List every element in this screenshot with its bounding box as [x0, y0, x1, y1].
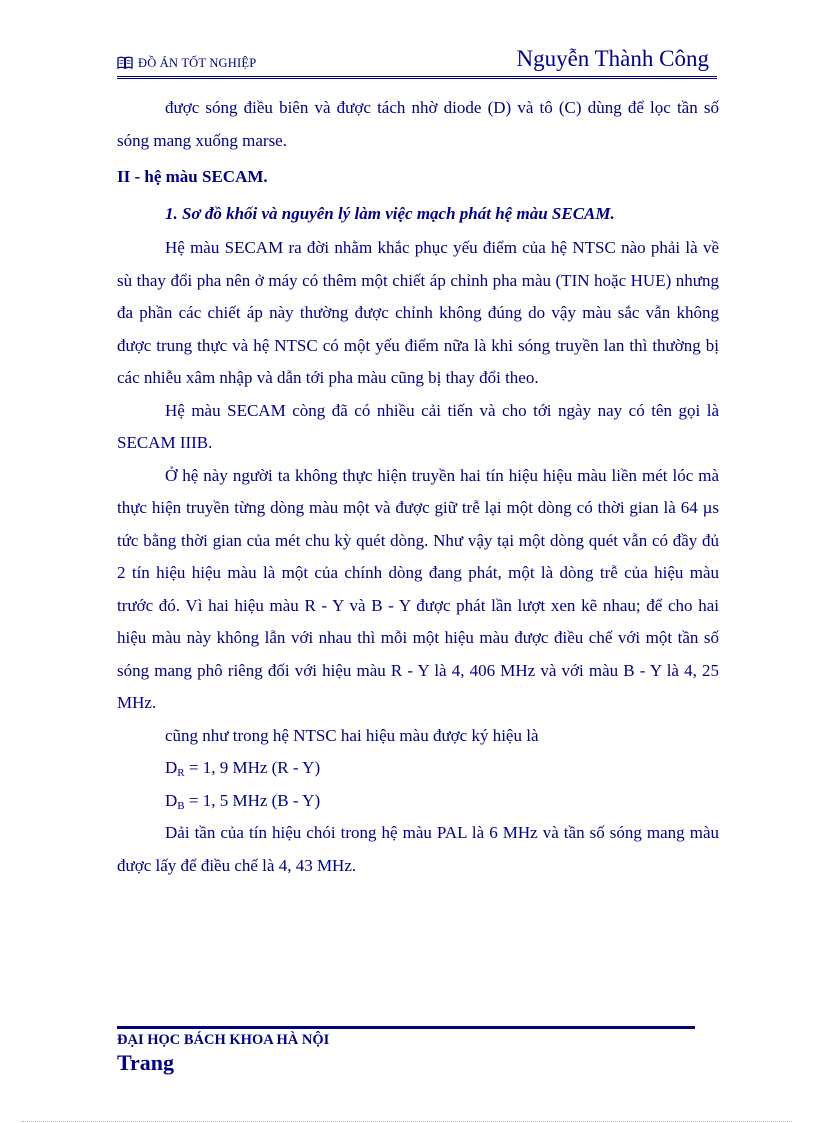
formula-value: = 1, 9 MHz (R - Y)	[184, 758, 321, 777]
paragraph-pal-bandwidth: Dải tần của tín hiệu chói trong hệ màu PAL là 6 MHz và tần số sóng mang màu được lấy để điều chế là 4, 43 MHz.	[117, 823, 719, 875]
header-title: ĐỒ ÁN TỐT NGHIỆP	[138, 56, 257, 70]
section-heading: II - hệ màu SECAM.	[117, 167, 268, 186]
footer-school-name: ĐẠI HỌC BÁCH KHOA HÀ NỘI	[117, 1032, 330, 1048]
paragraph-line-transmission: Ở hệ này người ta không thực hiện truyền hai tín hiệu hiệu màu liền mét lóc mà thực hiện truyền từng dòng màu một và được giữ trễ lại một dòng có thời gian là 64 µs tức bằng thời gian của mét chu kỳ quét dòng. Như vậy tại một dòng quét vẫn có đầy đủ 2 tín hiệu hiệu màu là một của chính dòng đang phát, một là dòng trễ của hiệu màu trước đó. Vì hai hiệu màu R - Y và B - Y được phát lần lượt xen kẽ nhau; để cho hai hiệu màu này không lẫn với nhau thì mỗi một hiệu màu được điều chế với một tần số sóng mang phô riêng đối với hiệu màu R - Y là 4, 406 MHz và với màu B - Y là 4, 25 MHz.	[117, 465, 719, 712]
formula-subscript: B	[177, 799, 185, 812]
formula-value: = 1, 5 MHz (B - Y)	[184, 790, 321, 810]
document-body	[117, 92, 719, 882]
formula-subscript: R	[177, 767, 185, 779]
paragraph-continuation: được sóng điều biên và được tách nhờ diode (D) và tô (C) dùng để lọc tần số sóng mang xuống marse.	[117, 98, 719, 150]
paragraph-secam-iiib: Hệ màu SECAM còng đã có nhiều cải tiến và cho tới ngày nay có tên gọi là SECAM IIIB.	[117, 400, 719, 452]
footer-divider	[117, 1026, 695, 1029]
header-author: Nguyễn Thành Công	[516, 46, 709, 71]
page-header	[117, 44, 717, 80]
formula-symbol: D	[165, 790, 178, 810]
formula-dr	[117, 752, 719, 785]
paragraph-secam-intro: Hệ màu SECAM ra đời nhằm khắc phục yếu điểm của hệ NTSC nào phải là về sù thay đổi pha nên ở máy có thêm một chiết áp chỉnh pha màu (TIN hoặc HUE) nhưng đa phần các chiết áp này thường được chỉnh không đúng do vậy màu sắc vẫn không được trung thực và hệ NTSC có một yếu điểm nữa là khi sóng truyền lan thì thường bị các nhiễu xâm nhập và dẫn tới pha màu cũng bị thay đổi theo.	[117, 238, 719, 387]
footer-page-label: Trang	[117, 1050, 175, 1075]
formula-symbol: D	[165, 758, 178, 777]
subsection-heading: 1. Sơ đồ khối và nguyên lý làm việc mạch phát hệ màu SECAM.	[165, 203, 615, 223]
open-book-icon	[117, 56, 133, 69]
paragraph-ntsc-notation: cũng như trong hệ NTSC hai hiệu màu được ký hiệu là	[165, 725, 539, 745]
header-divider	[117, 76, 717, 79]
page-bottom-border	[22, 1121, 792, 1122]
formula-db	[117, 785, 719, 818]
